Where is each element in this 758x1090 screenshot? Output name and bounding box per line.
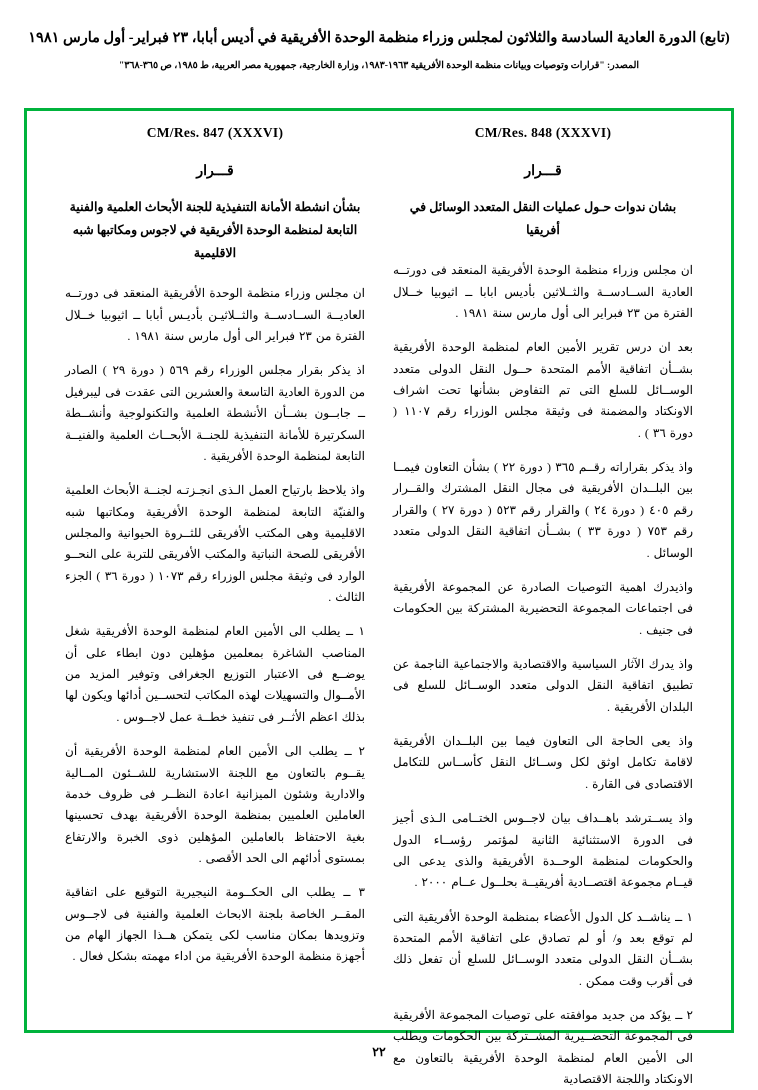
paragraph: واذيدرك اهمية التوصيات الصادرة عن المجموعة الأفريقية فى اجتماعات المجموعة التحضيرية المشتركة بين الحكومات فى جنيف . [393, 579, 693, 637]
paragraph: واذ يلاحظ بارتياح العمل الـذى انجـزتـه لجنــة الأبحاث العلمية والفنيّة التابعة لمنظمة الوحدة الأفريقية ومكاتبها شبه الاقليمية وهى المكتب الأفريقى للثــروة الحيوانية والمجلس الأفريقى للصحة النباتية والمكتب الأفريقى للتربة على النحــو الوارد فى وثيقة مجلس الوزراء رقم ١٠٧٣ ( دورة ٣٦ ) الجزء الثالث . [65, 483, 366, 605]
paragraph: ١ ــ يناشــد كل الدول الأعضاء بمنظمة الوحدة الأفريقية التى لم توقع بعد و/ أو لم تصادق على اتفاقية الأمم المتحدة بشــأن النقل الدولى متعدد الوســائل للسلع أن تفعل ذلك فى أقرب وقت ممكن . [393, 909, 693, 988]
paragraph: اذ يذكر بقرار مجلس الوزراء رقم ٥٦٩ ( دورة ٢٩ ) الصادر من الدورة العادية التاسعة والعشرين التى عقدت فى ليبرفيل ــ جابــون بشــأن الأنشطة العلمية والتكنولوجية وأنشــطة السكرتيرة للأمانة التنفيذية للجنــة الأبحــاث العلمية والفنيــة التابعة لمنظمة الوحدة الأفريقية . [65, 363, 366, 463]
resolution-id-right: CM/Res. 847 (XXXVI) [146, 125, 284, 140]
paragraph: ٢ ــ يطلب الى الأمين العام لمنظمة الوحدة الأفريقية أن يقــوم بالتعاون مع اللجنة الاستشارية للشــئون المــالية والادارية وشئون الميزانية اعادة النظــر فى ظروف خدمة العاملين العلميين بمنظمة الوحدة الأفريقية بهدف تحسينها بغية الاحتفاظ بالعاملين المؤهلين ذوى الخبرة والارتفاع بمستوى أدائهم الى الحد الأقصى . [65, 744, 365, 865]
paragraph: واذ يعى الحاجة الى التعاون فيما بين البلــدان الأفريقية لاقامة تكامل اوثق لكل وســائل النقل كأســاس للتكامل الاقتصادى فى القارة . [393, 734, 693, 791]
paragraph: ١ ــ يطلب الى الأمين العام لمنظمة الوحدة الأفريقية شغل المناصب الشاغرة بمعلمين مؤهلين دون ابطاء على أن يوضــع فى الاعتبار التوزيع الجغرافى وتوفير المزيد من الأمــوال والتسهيلات لهذه المكاتب لتحســين أدائها ويكون لها بذلك اعظم الأثــر فى تنفيذ خطــة عمل لاجــوس . [65, 624, 365, 724]
paragraph: واذ يدرك الآثار السياسية والاقتصادية والاجتماعية الناجمة عن تطبيق اتفاقية النقل الدولى متعدد الوســائل للسلع فى البلدان الأفريقية . [393, 657, 693, 714]
resolution-id-left: CM/Res. 848 (XXXVI) [474, 125, 612, 140]
header-title: (تابع) الدورة العادية السادسة والثلاثون لمجلس وزراء منظمة الوحدة الأفريقية في أديس أبابا، ٢٣ فبراير- أول مارس ١٩٨١ [28, 30, 730, 46]
page-number: ٢٢ [372, 1045, 386, 1059]
resolution-subject-left: بشان ندوات حـول عمليات النقل المتعدد الوسائل في أفريقيا [409, 200, 677, 238]
paragraph: ان مجلس وزراء منظمة الوحدة الأفريقية المنعقد فى دورتــه العادية الســادســة والثــلاثين بأديس ابابا ــ اثيوبيا خــلال الفترة من ٢٣ فبراير الى أول مارس سنة ١٩٨١ . [393, 263, 693, 320]
column-left [379, 125, 715, 1087]
resolution-heading-left: قـــرار [524, 164, 562, 179]
paragraph: واذ يذكر بقراراته رقــم ٣٦٥ ( دورة ٢٢ ) بشأن التعاون فيمــا بين البلــدان الأفريقية فى مجال النقل المشترك والقــرار رقم ٤٠٥ ( دورة ٢٤ ) والقرار رقم ٥٢٣ ( دورة ٢٧ ) والقرار رقم ٧٥٣ ( دورة ٣٣ ) بشــأن اتفاقية النقل الدولى متعدد الوسائل . [393, 460, 694, 560]
page-header [0, 0, 758, 73]
column-right [43, 125, 379, 1020]
header-source: المصدر: "قرارات وتوصيات وبيانات منظمة الوحدة الأفريقية ١٩٦٣-١٩٨٣، وزارة الخارجية، جمهورية مصر العربية، ط ١٩٨٥، ص ٣٦٥-٣٦٨" [118, 60, 640, 71]
resolution-subject-right: بشأن انشطة الأمانة التنفيذية للجنة الأبحاث العلمية والفنية التابعة لمنظمة الوحدة الأفريقية في لاجوس ومكاتبها شبه الاقليمية [69, 200, 361, 261]
paragraph: ٣ ــ يطلب الى الحكــومة النيجيرية التوقيع على اتفاقية المقــر الخاصة بلجنة الابحاث العلمية والفنية فى لاجــوس وتزويدها بمكان مناسب لكى يتمكن هــذا الجهاز الهام من أجهزة منظمة الوحدة الأفريقية من اداء مهمته بشكل فعال . [65, 885, 365, 964]
paragraph: ٢ ــ يؤكد من جديد موافقته على توصيات المجموعة الأفريقية فى المجموعة التحضــيرية المشــتركة بين الحكومات ويطلب الى الأمين العام لمنظمة الوحدة الأفريقية بالتعاون مع الاونكتاد واللجنة الاقتصادية [393, 1008, 693, 1087]
content-frame [24, 108, 734, 1087]
paragraph: بعد ان درس تقرير الأمين العام لمنظمة الوحدة الأفريقية بشــأن اتفاقية الأمم المتحدة حــول النقل الدولى متعدد الوســائل للسلع التى تم التفاوض بشأنها تحت اشراف الاونكتاد والمضمنة فى وثيقة مجلس الوزراء رقم ١١٠٧ ( دورة ٣٦ ) . [393, 340, 693, 440]
two-column-layout [27, 111, 731, 1087]
resolution-heading-right: قـــرار [196, 164, 234, 179]
paragraph: واذ يســترشد باهــداف بيان لاجــوس الختــامى الـذى أجيز فى الدورة الاستثنائية الثانية لمؤتمر رؤســاء الدول والحكومات لمنظمة الوحــدة الأفريقية والذى يدعى الى قيــام مجموعة اقتصــادية أفريقيــة بحلــول عــام ٢٠٠٠ . [393, 811, 693, 890]
paragraph: ان مجلس وزراء منظمة الوحدة الأفريقية المنعقد فى دورتــه العاديــة الســادســة والثــلاثيـن بأديـس أبابا ــ اثيوبيا خــلال الفترة من ٢٣ فبراير الى أول مارس سنة ١٩٨١ . [65, 286, 365, 344]
